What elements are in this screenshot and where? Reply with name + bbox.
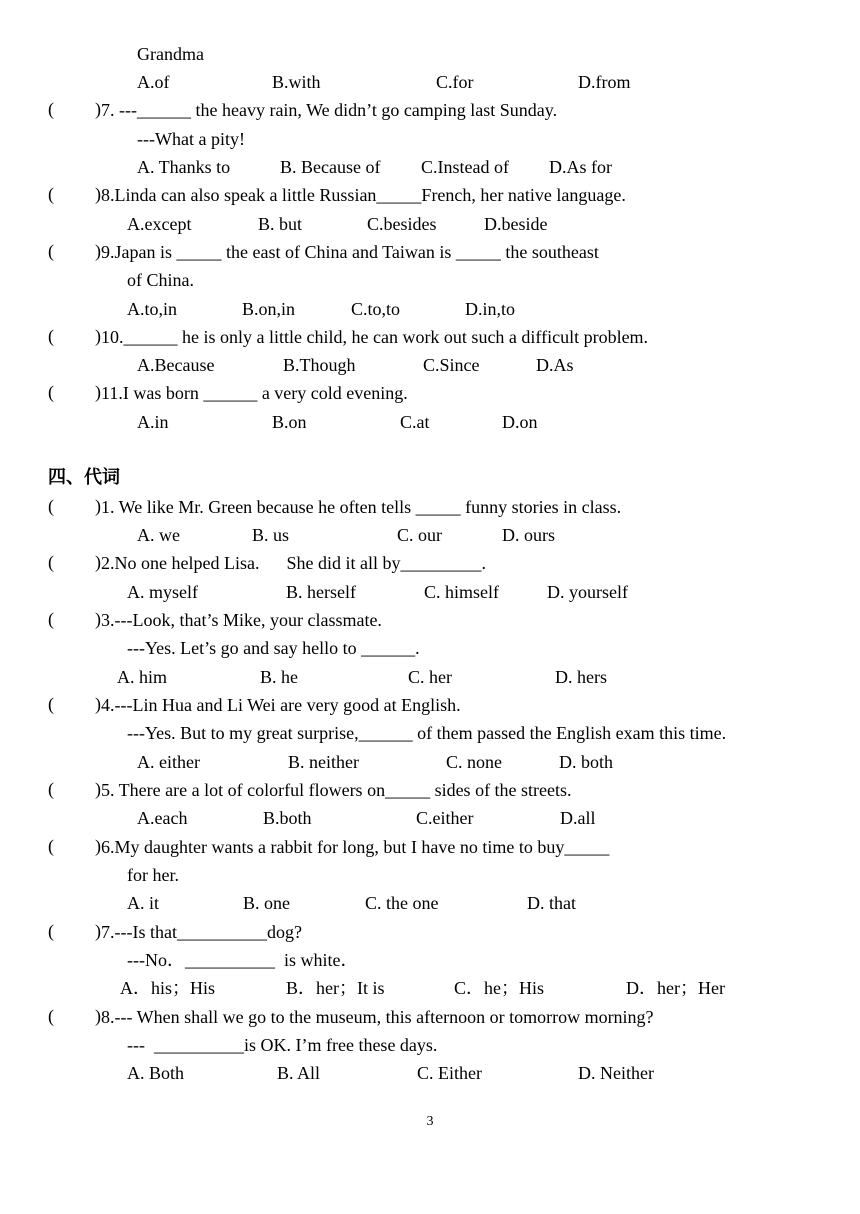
question-sub-text: for her. bbox=[127, 865, 179, 885]
option-a: A.of bbox=[137, 72, 170, 92]
option-d: D.As bbox=[536, 355, 574, 375]
question-sub-text: ---What a pity! bbox=[137, 129, 245, 149]
option-c: C. her bbox=[408, 667, 452, 687]
question-text: 6.My daughter wants a rabbit for long, but I have no time to buy_____ bbox=[101, 837, 610, 857]
option-d: D. that bbox=[527, 893, 576, 913]
answer-paren-open[interactable]: ( bbox=[48, 836, 54, 856]
option-c: C.at bbox=[400, 412, 430, 432]
option-c: C.besides bbox=[367, 214, 437, 234]
option-b: B. All bbox=[277, 1063, 321, 1083]
question-text: 8.--- When shall we go to the museum, this afternoon or tomorrow morning? bbox=[101, 1007, 654, 1027]
option-d: D.from bbox=[578, 72, 631, 92]
option-b: B.with bbox=[272, 72, 321, 92]
answer-paren-open[interactable]: ( bbox=[48, 496, 54, 516]
question-text: 4.---Lin Hua and Li Wei are very good at English. bbox=[101, 695, 461, 715]
option-a: A. Both bbox=[127, 1063, 185, 1083]
option-d: D.in,to bbox=[465, 299, 516, 319]
option-d: D. Neither bbox=[578, 1063, 654, 1083]
question-text: 3.---Look, that’s Mike, your classmate. bbox=[101, 610, 382, 630]
question-text: 1. We like Mr. Green because he often tells _____ funny stories in class. bbox=[101, 497, 622, 517]
option-a: A.in bbox=[137, 412, 169, 432]
option-c: C. Either bbox=[417, 1063, 482, 1083]
question-text: 5. There are a lot of colorful flowers on_____ sides of the streets. bbox=[101, 780, 572, 800]
option-b: B. one bbox=[243, 893, 290, 913]
option-d: D．her；Her bbox=[626, 978, 725, 998]
answer-paren-close: ) bbox=[95, 552, 101, 572]
answer-paren-open[interactable]: ( bbox=[48, 609, 54, 629]
answer-paren-open[interactable]: ( bbox=[48, 694, 54, 714]
option-a: A. Thanks to bbox=[137, 157, 231, 177]
continuation-text: Grandma bbox=[137, 44, 204, 64]
option-b: B．her；It is bbox=[286, 978, 385, 998]
option-b: B.both bbox=[263, 808, 312, 828]
answer-paren-open[interactable]: ( bbox=[48, 184, 54, 204]
answer-paren-close: ) bbox=[95, 241, 101, 261]
option-a: A. it bbox=[127, 893, 160, 913]
option-a: A.each bbox=[137, 808, 188, 828]
option-d: D. hers bbox=[555, 667, 607, 687]
option-d: D.As for bbox=[549, 157, 612, 177]
option-b: B.on bbox=[272, 412, 307, 432]
option-b: B. herself bbox=[286, 582, 356, 602]
option-c: C. our bbox=[397, 525, 442, 545]
answer-paren-open[interactable]: ( bbox=[48, 241, 54, 261]
answer-paren-close: ) bbox=[95, 921, 101, 941]
question-text: 7. ---______ the heavy rain, We didn’t go camping last Sunday. bbox=[101, 100, 558, 120]
option-b: B. Because of bbox=[280, 157, 381, 177]
option-d: D. both bbox=[559, 752, 613, 772]
option-d: D.beside bbox=[484, 214, 548, 234]
option-a: A. we bbox=[137, 525, 180, 545]
option-c: C. himself bbox=[424, 582, 499, 602]
answer-paren-open[interactable]: ( bbox=[48, 921, 54, 941]
answer-paren-open[interactable]: ( bbox=[48, 99, 54, 119]
answer-paren-close: ) bbox=[95, 99, 101, 119]
option-c: C.to,to bbox=[351, 299, 401, 319]
page-number: 3 bbox=[426, 1114, 434, 1129]
question-text: 11.I was born ______ a very cold evening. bbox=[101, 383, 408, 403]
answer-paren-close: ) bbox=[95, 496, 101, 516]
option-b: B. but bbox=[258, 214, 303, 234]
answer-paren-open[interactable]: ( bbox=[48, 779, 54, 799]
option-b: B.Though bbox=[283, 355, 356, 375]
question-text: 2.No one helped Lisa. She did it all by_________. bbox=[101, 553, 486, 573]
question-sub-text: --- __________is OK. I’m free these days. bbox=[127, 1035, 438, 1055]
option-b: B.on,in bbox=[242, 299, 296, 319]
answer-paren-close: ) bbox=[95, 779, 101, 799]
question-sub-text: ---No．__________ is white． bbox=[127, 950, 359, 970]
answer-paren-open[interactable]: ( bbox=[48, 552, 54, 572]
option-d: D.all bbox=[560, 808, 596, 828]
question-sub-text: ---Yes. But to my great surprise,______ of them passed the English exam this time. bbox=[127, 723, 727, 743]
option-c: C.either bbox=[416, 808, 474, 828]
question-text: 8.Linda can also speak a little Russian_____French, her native language. bbox=[101, 185, 626, 205]
question-text: 7.---Is that__________dog? bbox=[101, 922, 302, 942]
option-b: B. neither bbox=[288, 752, 359, 772]
option-d: D. yourself bbox=[547, 582, 628, 602]
option-a: A.to,in bbox=[127, 299, 178, 319]
option-c: C.Instead of bbox=[421, 157, 509, 177]
answer-paren-close: ) bbox=[95, 1006, 101, 1026]
option-a: A. either bbox=[137, 752, 200, 772]
option-b: B. us bbox=[252, 525, 290, 545]
option-a: A．his；His bbox=[120, 978, 216, 998]
option-c: C．he；His bbox=[454, 978, 544, 998]
question-sub-text: of China. bbox=[127, 270, 194, 290]
option-d: D. ours bbox=[502, 525, 555, 545]
option-a: A. myself bbox=[127, 582, 198, 602]
option-c: C. none bbox=[446, 752, 502, 772]
answer-paren-open[interactable]: ( bbox=[48, 1006, 54, 1026]
option-a: A. him bbox=[117, 667, 168, 687]
option-c: C. the one bbox=[365, 893, 439, 913]
option-a: A.Because bbox=[137, 355, 215, 375]
answer-paren-close: ) bbox=[95, 382, 101, 402]
answer-paren-open[interactable]: ( bbox=[48, 382, 54, 402]
answer-paren-close: ) bbox=[95, 836, 101, 856]
section-title: 四、代词 bbox=[48, 467, 120, 488]
answer-paren-close: ) bbox=[95, 609, 101, 629]
option-d: D.on bbox=[502, 412, 538, 432]
answer-paren-close: ) bbox=[95, 326, 101, 346]
option-c: C.Since bbox=[423, 355, 480, 375]
question-sub-text: ---Yes. Let’s go and say hello to ______. bbox=[127, 638, 420, 658]
option-a: A.except bbox=[127, 214, 192, 234]
answer-paren-close: ) bbox=[95, 184, 101, 204]
answer-paren-open[interactable]: ( bbox=[48, 326, 54, 346]
question-text: 10.______ he is only a little child, he can work out such a difficult problem. bbox=[101, 327, 649, 347]
option-c: C.for bbox=[436, 72, 474, 92]
option-b: B. he bbox=[260, 667, 298, 687]
answer-paren-close: ) bbox=[95, 694, 101, 714]
question-text: 9.Japan is _____ the east of China and Taiwan is _____ the southeast bbox=[101, 242, 599, 262]
